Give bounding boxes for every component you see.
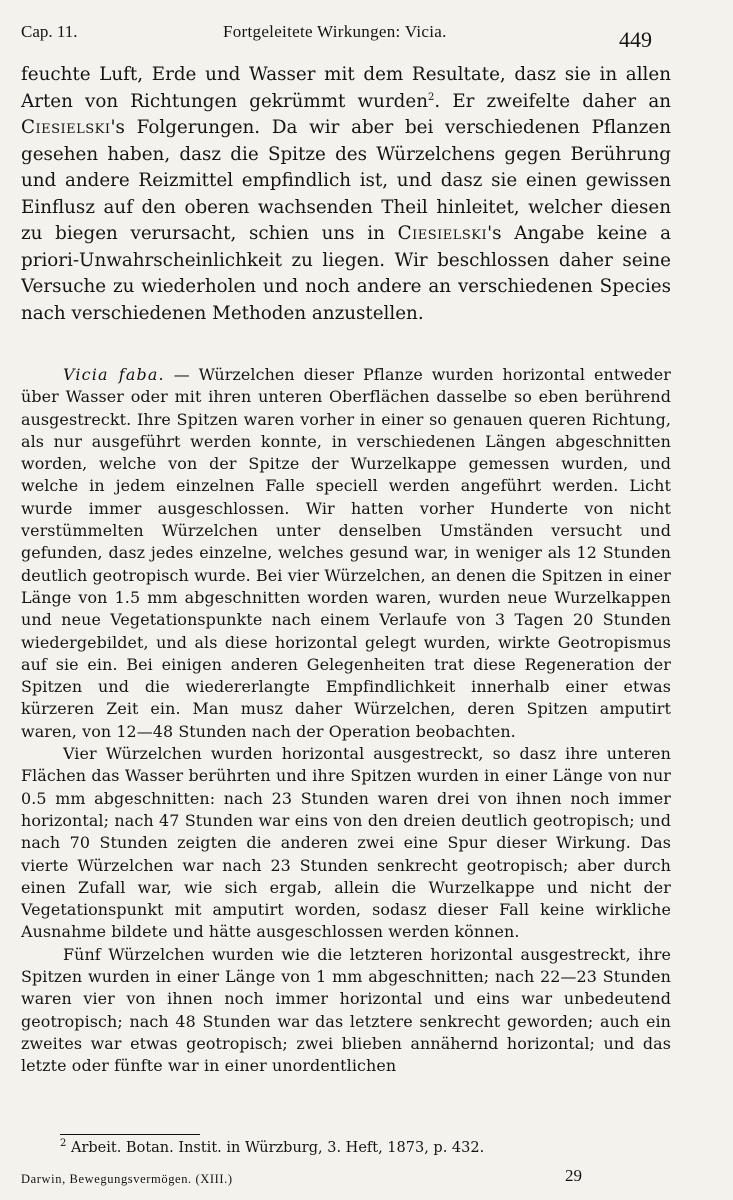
species-name: Vicia faba. — [63, 365, 165, 384]
footnote-text: Arbeit. Botan. Instit. in Würzburg, 3. Heft, 1873, p. 432. — [66, 1140, 485, 1156]
paragraph-1-part-d: 's Angabe keine a priori-Unwahrscheinlichkeit zu liegen. Wir beschlossen daher seine Versuche zu wiederholen und noch andere an verschiedenen Species nach verschiedenen Methoden anzustellen. — [21, 223, 671, 324]
footnote-ref: 2 — [427, 91, 435, 103]
paragraph-1 — [21, 62, 671, 327]
chapter-label: Cap. 11. — [21, 22, 78, 41]
paragraph-1-part-b: . Er zweifelte daher an — [434, 90, 671, 112]
signature-mark: 29 — [565, 1166, 582, 1185]
author-name: Ciesielski — [21, 117, 111, 138]
book-reference: Darwin, Bewegungsvermögen. (XIII.) — [21, 1172, 233, 1186]
footnote — [60, 1138, 680, 1158]
footnote-divider — [60, 1134, 200, 1135]
page-footer — [0, 1164, 733, 1194]
paragraph-2-text: — Würzelchen dieser Pflanze wurden horizontal entweder über Wasser oder mit ihren unteren Oberflächen dasselbe so eben berührend ausgestreckt. Ihre Spitzen waren vorher in einer so genauen queren Richtung, als nur ausgeführt werden konnte, in verschiedenen Längen abgeschnitten worden, welche von der Spitze der Wurzelkappe gemessen wurden, und welche in jedem einzelnen Falle speciell werden angeführt werden. Licht wurde immer ausgeschlossen. Wir hatten vorher Hunderte von nicht verstümmelten Würzelchen unter denselben Umständen versucht und gefunden, dasz jedes einzelne, welches gesund war, in weniger als 12 Stunden deutlich geotropisch wurde. Bei vier Würzelchen, an denen die Spitzen in einer Länge von 1.5 mm abgeschnitten worden waren, wurden neue Wurzelkappen und neue Vegetationspunkte nach einem Verlaufe von 3 Tagen 20 Stunden wiedergebildet, und als diese horizontal gelegt wurden, wirkte Geotropismus auf sie ein. Bei einigen anderen Gelegenheiten trat diese Regeneration der Spitzen und die wiedererlangte Empfindlichkeit innerhalb einer etwas kürzeren Zeit ein. Man musz daher Würzelchen, deren Spitzen amputirt waren, von 12—48 Stunden nach der Operation beobachten. — [21, 365, 671, 741]
main-text-large — [21, 62, 671, 352]
paragraph-2 — [21, 364, 671, 743]
running-header — [0, 14, 733, 54]
paragraph-3: Vier Würzelchen wurden horizontal ausgestreckt, so dasz ihre unteren Flächen das Wasser berührten und ihre Spitzen wurden in einer Länge von nur 0.5 mm abgeschnitten: nach 23 Stunden waren drei von ihnen noch immer horizontal; nach 47 Stunden war eins von den dreien deutlich geotropisch; und nach 70 Stunden zeigten die anderen zwei eine Spur dieser Wirkung. Das vierte Würzelchen war nach 23 Stunden senkrecht geotropisch; aber durch einen Zufall war, wie sich ergab, allein die Wurzelkappe und nicht der Vegetationspunkt mit amputirt worden, sodasz dieser Fall keine wirkliche Ausnahme bildete und hätte ausgeschlossen werden können. — [21, 744, 671, 942]
footnote-mark: 2 — [60, 1138, 67, 1150]
running-title: Fortgeleitete Wirkungen: Vicia. — [223, 22, 447, 41]
author-name: Ciesielski — [397, 223, 488, 244]
page-number: 449 — [619, 27, 652, 52]
paragraph-1-part-c: 's Folgerungen. Da wir aber bei verschiedenen Pflanzen gesehen haben, dasz die Spitze des Würzelchens gegen Berührung und andere Reizmittel empfindlich ist, und dasz sie einen gewissen Einflusz auf den oberen wachsenden Theil hinleitet, welcher diesen zu biegen verursacht, schien uns in — [21, 117, 671, 244]
paragraph-1-part-a: feuchte Luft, Erde und Wasser mit dem Resultate, dasz sie in allen Arten von Richtungen gekrümmt wurden — [21, 64, 671, 112]
main-text-small — [21, 364, 671, 1130]
paragraph-4: Fünf Würzelchen wurden wie die letzteren horizontal ausgestreckt, ihre Spitzen wurden in einer Länge von 1 mm abgeschnitten; nach 22—23 Stunden waren vier von ihnen noch immer horizontal und eins war unbedeutend geotropisch; nach 48 Stunden war das letztere senkrecht geworden; auch ein zweites war etwas geotropisch; zwei blieben annähernd horizontal; und das letzte oder fünfte war in einer unordentlichen — [21, 944, 671, 1076]
